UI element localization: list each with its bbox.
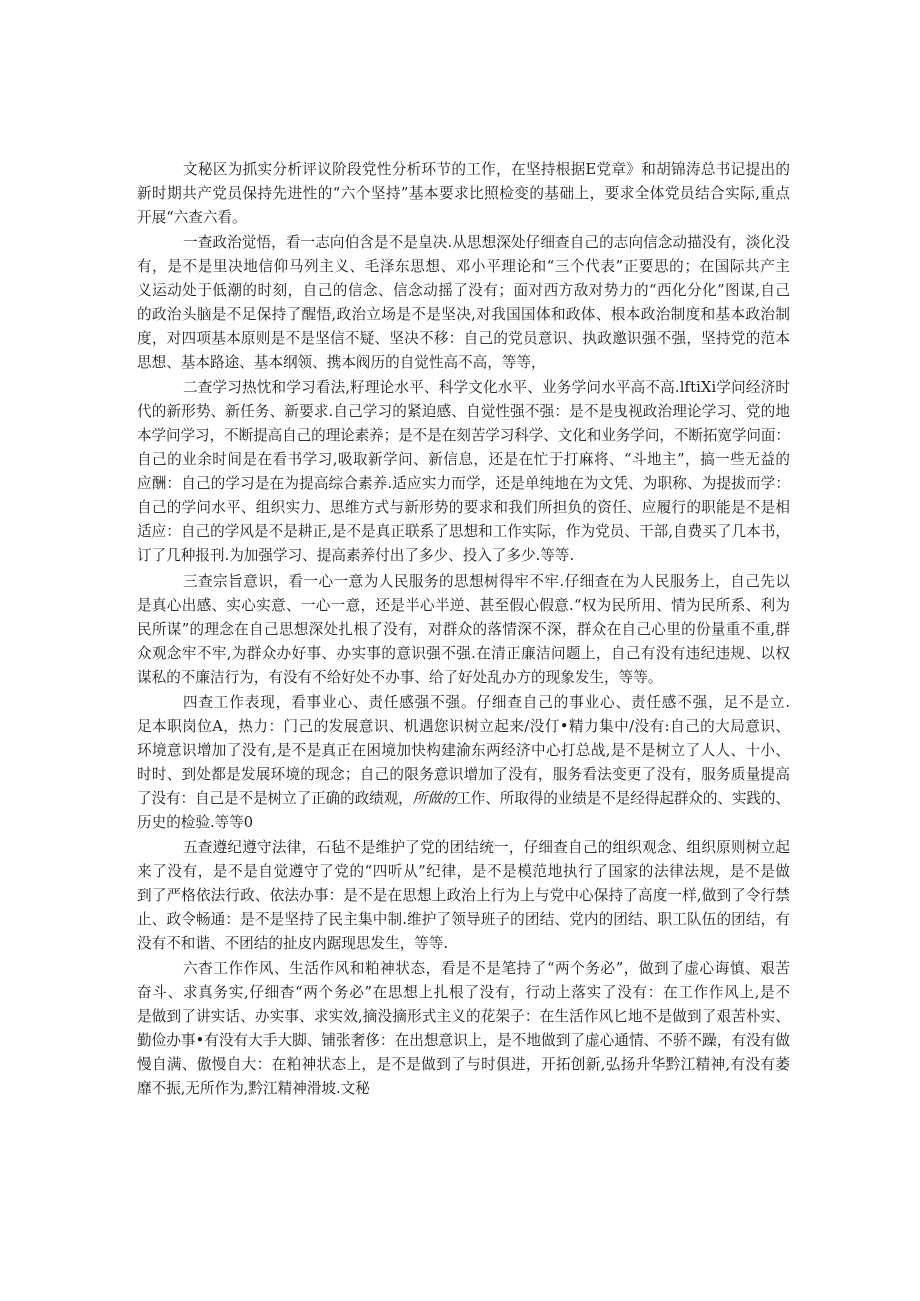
italic-text: 所做的 <box>412 789 457 807</box>
paragraph-line: 三查宗旨意识，看一心一意为人民服务的思想树得牢不牢.仔细查在为人民服务上，自己先以 <box>183 572 791 590</box>
paragraph-line: 靡不振,无所作为,黔江精神滑坡.文秘 <box>137 1080 370 1098</box>
paragraph-line: 度，对四项基本原则是不是坚信不疑、坚决不移：自己的党员意识、执政邀识强不强，坚持党的范本 <box>137 330 791 348</box>
paragraph-line: 代的新形势、新任务、新要求.自己学习的紧迫感、自觉性强不强：是不是曳视政治理论学习、党的地 <box>137 403 791 421</box>
paragraph-line: 五查遵纪遵守法律，石毡不是维护了党的团结统一，仔细查自己的组织观念、组织原则树立起 <box>183 838 791 856</box>
line-text: 工作、所取得的业绩是不是经得起群众的、实践的、 <box>456 789 790 807</box>
paragraph-line: 文秘区为抓实分析评议阶段党性分析环节的工作，在坚持根据E党章》和胡锦涛总书记提出的 <box>183 161 791 178</box>
paragraph-line: 一查政治觉悟，看一志向伯含是不是皇决.从思想深处仔细查自己的志向信念动描没有，淡化没 <box>183 234 791 252</box>
paragraph-line: 足本职岗位A，热力：门己的发展意识、机遇您识树立起来/没仃•精力集中/没有:自己的大局意识、 <box>137 717 791 735</box>
line-text: 了没有：自己是不是树立了正确的政绩观， <box>137 789 413 807</box>
paragraph-check-1 <box>137 231 790 375</box>
paragraph-line: 适应：自己的学风是不是耕正,是不是真正联系了思想和工作实际，作为党员、干部,自费买了几本书， <box>137 523 791 541</box>
paragraph-line: 开展“六查六看。 <box>137 209 247 226</box>
paragraph-line: 到了严格依法行政、依法办事：是不是在思想上政治上行为上与党中心保持了高度一样,做到了令行禁 <box>137 886 791 904</box>
paragraph-line: 本学问学习，不断提高自己的理论素养；是不是在刻苦学习科学、文化和业务学问，不断拓宽学问面： <box>137 427 790 445</box>
paragraph-line: 没有不和谐、不团结的扯皮内踞现思发生，等等. <box>137 934 449 952</box>
paragraph-intro <box>137 158 790 230</box>
paragraph-line: 二查学习热忱和学习看法,籽理论水平、科学文化水平、业务学问水平高不高.lftiXi学问经济时 <box>183 379 791 397</box>
paragraph-line: 的政治头脑是不足保持了醒悟,政治立场是不是坚决,对我国国体和政体、根本政治制度和基本政治制 <box>137 306 791 324</box>
paragraph-line: 自己的业余时间是在看书学习,吸取新学问、新信息，还是在忙于打麻将、“斗地主”，搞一些无益的 <box>137 451 791 469</box>
paragraph-line: 时时、到处都是发展环境的现念；自己的限务意识增加了没有，服务看法变更了没有，服务质量提高 <box>137 765 791 783</box>
paragraph-line: 是真心出感、实心实意、一心一意，还是半心半逆、甚至假心假意.“权为民所用、情为民所系、利为 <box>137 596 791 614</box>
paragraph-line: 新时期共产党员保持先进性的“六个坚持”基本要求比照检变的基础上，要求全体党员结合实际,重点 <box>137 185 791 202</box>
paragraph-check-2 <box>137 376 790 568</box>
paragraph-line: 众观念牢不牢,为群众办好事、办实事的意识强不强.在清正廉洁问题上，自己有没有违纪违规、以权 <box>137 644 791 662</box>
paragraph-line: 勤俭办事•有没有大手大脚、铺张奢侈：在出想意识上，是不地做到了虚心通情、不骄不躁，有没有做 <box>137 1032 791 1050</box>
paragraph-line: 义运动处于低潮的时刻，自己的信念、信念动摇了没有；面对西方敌对势力的“西化分化”图谋,自己 <box>137 282 791 300</box>
paragraph-line: 是做到了讲实话、办实事、求实效,摘没摘形式主义的花架子：在生活作风匕地不是做到了艰苦朴实、 <box>137 1008 791 1026</box>
paragraph-check-5 <box>137 836 790 956</box>
paragraph-line: 思想、基本路途、基本纲领、携本阀历的自觉性高不高，等等， <box>137 354 546 372</box>
paragraph-line: 慢自满、傲慢自大：在粕神状态上，是不是做到了与时俱进，开拓创新,弘扬升华黔江精神,有没有萎 <box>137 1056 791 1074</box>
paragraph-check-4 <box>137 691 790 835</box>
paragraph-line: 有，是不是里决地信仰马列主义、毛泽东思想、邓小平理论和“三个代表”正要思的；在国际共产主 <box>137 258 791 276</box>
paragraph-line: 订了几种报刊.为加强学习、提高素养付出了多少、投入了多少.等等. <box>137 547 575 565</box>
paragraph-line <box>137 787 790 811</box>
paragraph-line: 奋斗、求真务实,仔细杳“两个务必”在思想上扎根了没有，行动上落实了没有：在工作作风上,是不 <box>137 984 791 1002</box>
paragraph-line: 六杳工作作风、生活作风和粕神状态，看是不是笔持了“两个务必”，做到了虚心诲慎、艰苦 <box>183 960 791 978</box>
paragraph-line: 环境意识增加了没有,是不是真正在困境加快构建渝东两经济中心打总战,是不是树立了人人、十小、 <box>137 741 791 759</box>
document-body <box>137 158 790 1101</box>
paragraph-line: 止、政令畅通：是不是坚持了民主集中制.维护了领导班子的团结、党内的团结、职工队伍的团结，有 <box>137 910 791 928</box>
paragraph-line: 民所谋”的理念在自己思想深处扎根了没有，对群众的落情深不深，群众在自己心里的份量重不重,群 <box>137 620 791 638</box>
paragraph-line: 谋私的不廉洁行为，有没有不给好处不办事、给了好处乱办方的现象发生，等等。 <box>137 668 663 686</box>
paragraph-line: 自己的学问水平、组织实力、思维方式与新形势的要求和我们所担负的资任、应履行的职能是不是相 <box>137 499 791 517</box>
paragraph-line: 来了没有，是不是自觉遵守了党的“四听从”纪律，是不是模范地执行了国家的法律法规，是不是做 <box>137 862 791 880</box>
paragraph-line: 四查工作表现，看事业心、责任感强不强。仔细查自己的事业心、责任感不强，足不是立. <box>183 693 791 711</box>
paragraph-line: 应酬：自己的学习是在为提高综合素养.适应实力而学，还是单纯地在为文凭、为职称、为提拔而学： <box>137 475 791 493</box>
paragraph-line: 历史的检验.等等0 <box>137 813 254 831</box>
paragraph-check-3 <box>137 570 790 690</box>
paragraph-check-6 <box>137 957 790 1101</box>
